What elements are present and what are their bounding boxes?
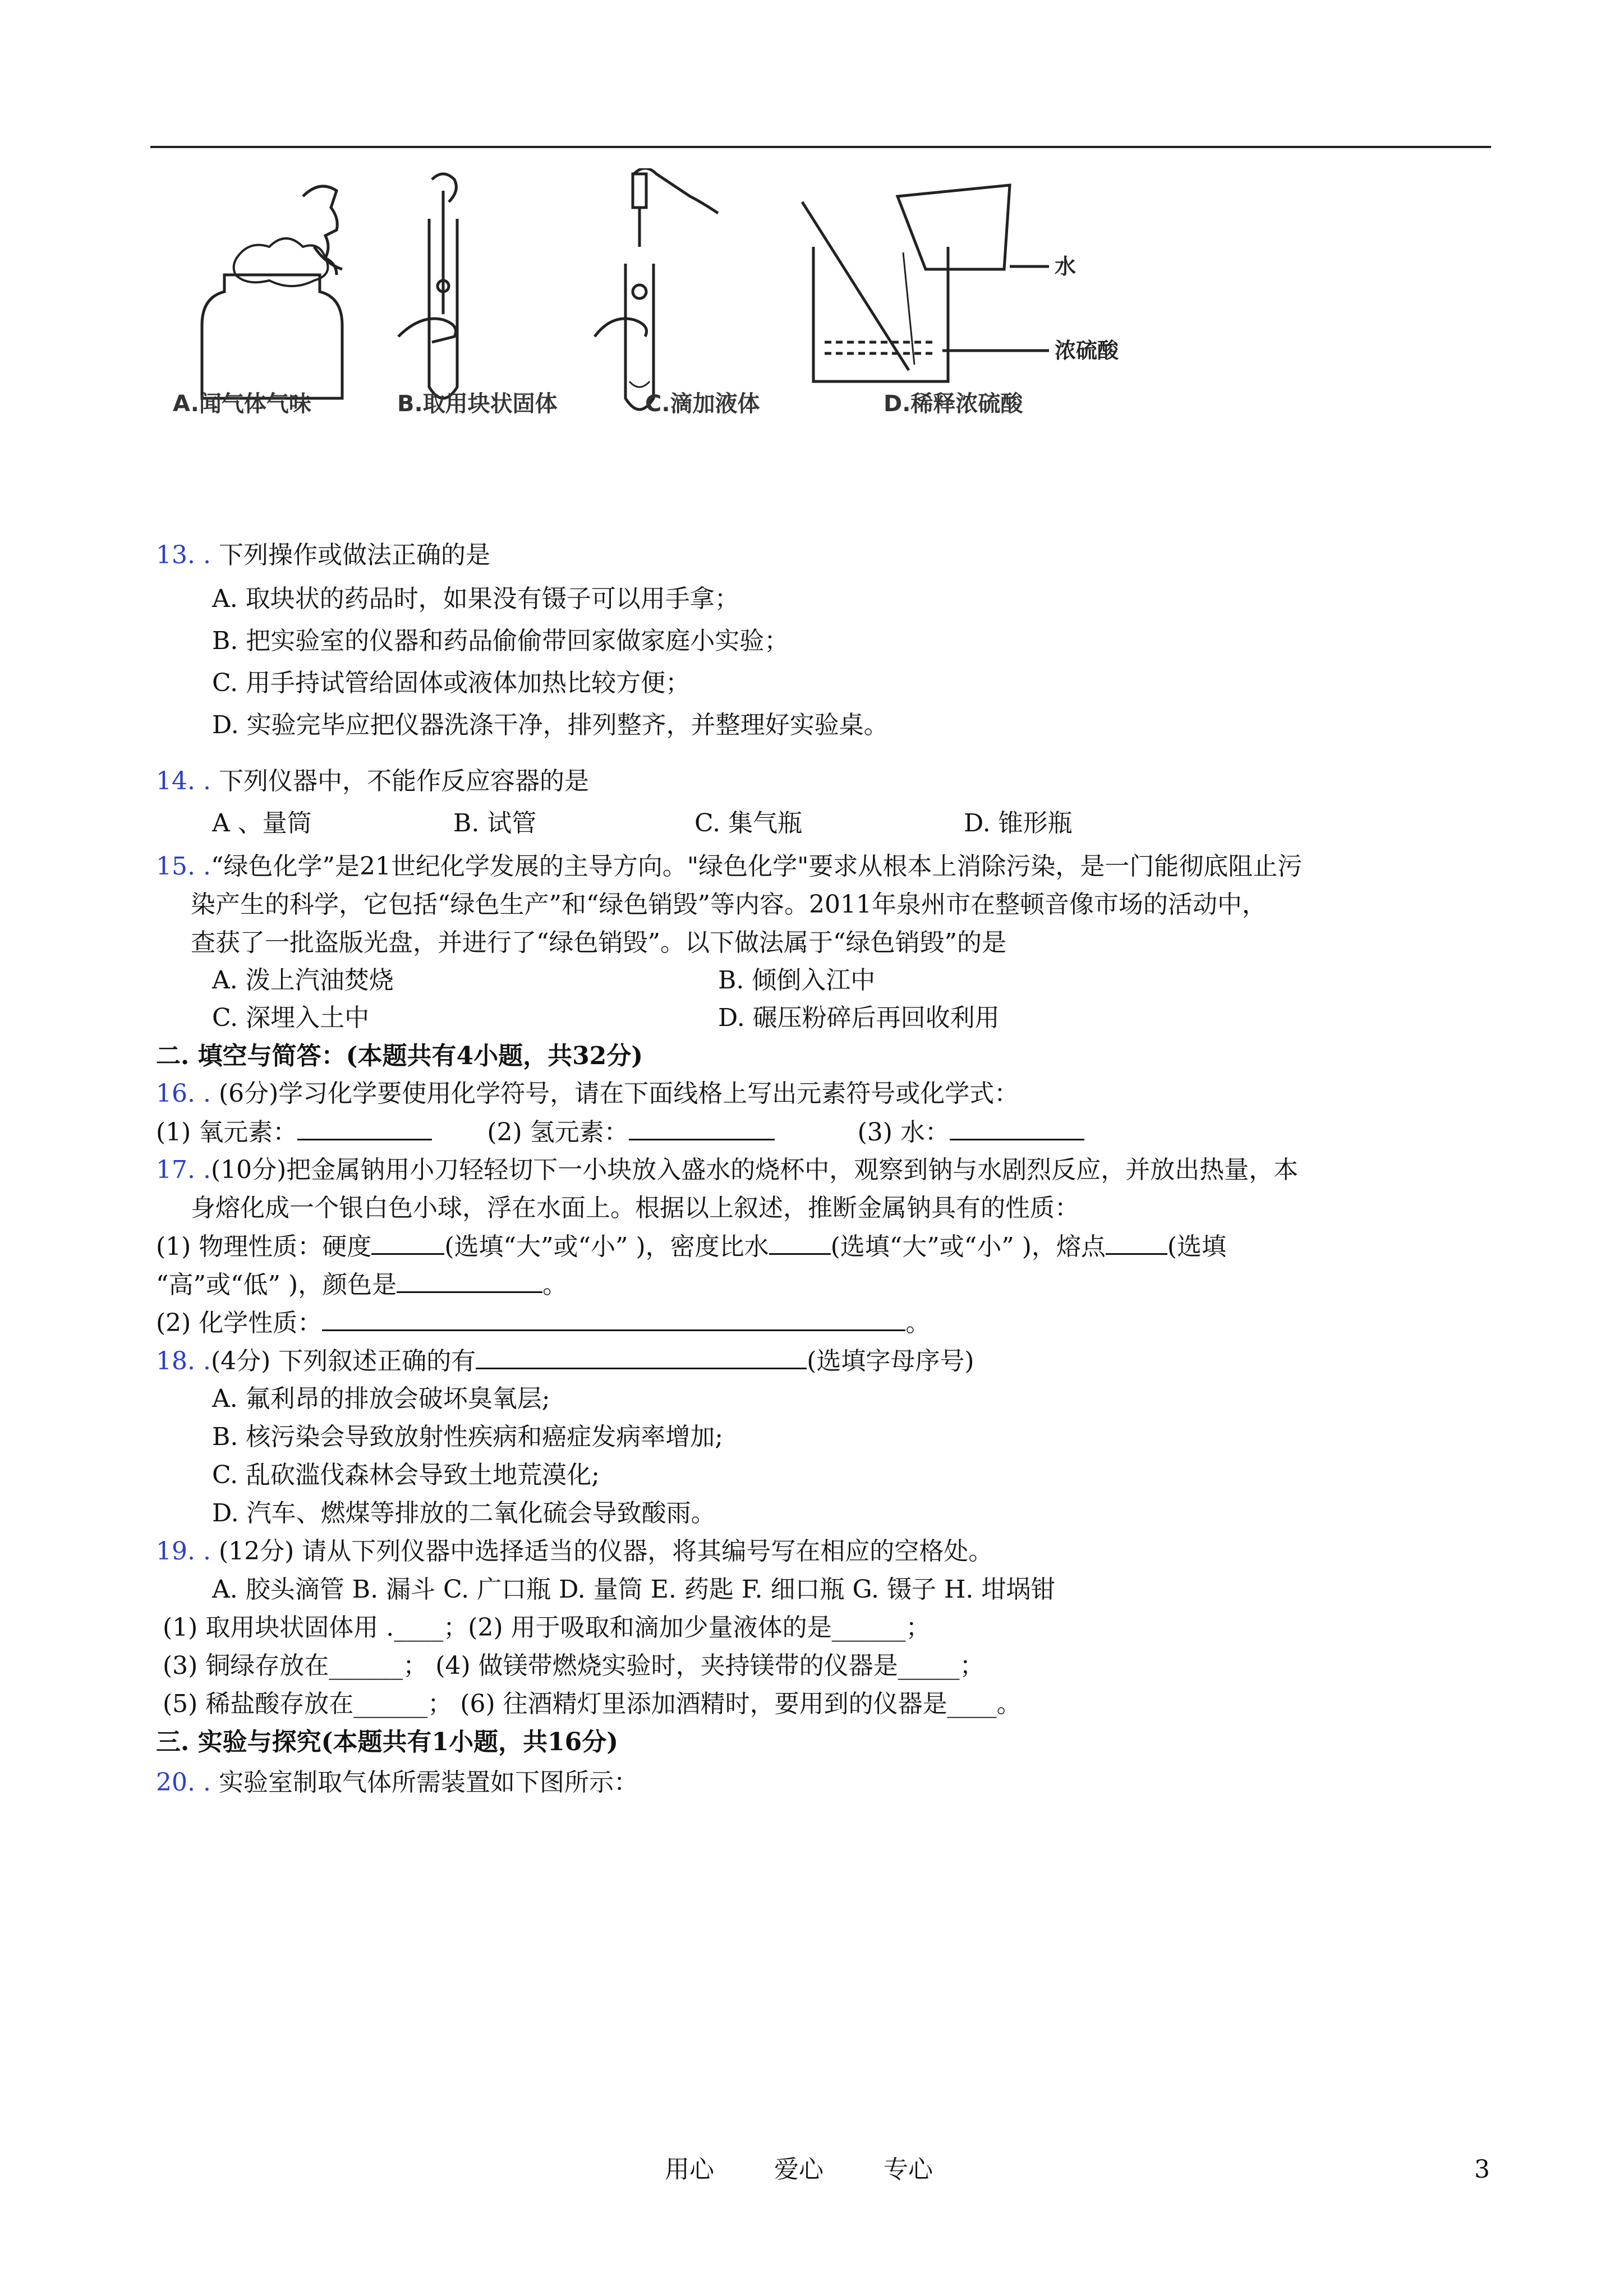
dilute-acid-illustration (802, 185, 1049, 381)
option-13c: C. 用手持试管给固体或液体加热比较方便； (212, 669, 691, 697)
question-number: 13. . (156, 541, 211, 569)
footer-motto-2: 爱心 (774, 2155, 823, 2184)
option-13a: A. 取块状的药品时，如果没有镊子可以用手拿； (212, 585, 739, 613)
question-17-line2: 身熔化成一个银白色小球，浮在水面上。根据以上叙述，推断金属钠具有的性质： (191, 1194, 1079, 1222)
physical-properties-line1: (1) 物理性质：硬度 (选填“大”或“小” )，密度比水 (选填“大”或“小” )，熔点 (选填 (156, 1231, 1226, 1263)
question-number: 16. . (156, 1079, 211, 1108)
option-18b: B. 核污染会导致放射性疾病和癌症发病率增加; (212, 1423, 724, 1451)
chemical-properties-line: (2) 化学性质： 。 (156, 1307, 930, 1339)
option-14c: C. 集气瓶 (694, 809, 803, 838)
hydrogen-element-label: (2) 氢元素： (487, 1118, 629, 1147)
question-stem: 下列操作或做法正确的是 (210, 541, 490, 569)
page-number: 3 (1474, 2155, 1490, 2184)
answer-blank[interactable] (322, 1307, 905, 1331)
question-stem: 实验室制取气体所需装置如下图所示： (210, 1768, 638, 1797)
answer-blank[interactable] (950, 1116, 1084, 1140)
answer-blank[interactable] (629, 1116, 775, 1140)
question-13 (156, 540, 490, 571)
drop-liquid-illustration (595, 168, 718, 409)
caption-d: D.稀释浓硫酸 (884, 391, 1023, 417)
oxygen-element-label: (1) 氧元素： (156, 1118, 298, 1147)
caption-c: C.滴加液体 (645, 391, 760, 417)
question-stem: (10分)把金属钠用小刀轻轻切下一小块放入盛水的烧杯中，观察到钠与水剧烈反应，并放出热量，本 (210, 1156, 1299, 1184)
option-14b: B. 试管 (453, 809, 537, 838)
option-15b: B. 倾倒入江中 (718, 966, 876, 995)
take-solid-illustration (398, 174, 457, 398)
acid-label: 浓硫酸 (1055, 338, 1119, 363)
question-19 (156, 1536, 993, 1567)
question-15-line3: 查获了一批盗版光盘，并进行了“绿色销毁”。以下做法属于“绿色销毁”的是 (191, 928, 1006, 957)
question-20 (156, 1767, 638, 1798)
option-15d: D. 碾压粉碎后再回收利用 (718, 1004, 1000, 1032)
section-2-heading: 二. 填空与简答：(本题共有4小题，共32分) (156, 1042, 643, 1070)
question-number: 14. . (156, 767, 211, 795)
option-13d: D. 实验完毕应把仪器洗涤干净，排列整齐，并整理好实验桌。 (212, 711, 889, 739)
answer-blank[interactable] (1106, 1231, 1167, 1255)
caption-b: B.取用块状固体 (397, 391, 558, 417)
question-stem: (6分)学习化学要使用化学符号，请在下面线格上写出元素符号或化学式： (210, 1079, 1019, 1108)
question-17 (156, 1154, 1298, 1186)
header-rule (150, 146, 1491, 148)
question-19-line1: (1) 取用块状固体用 .____；(2) 用于吸取和滴加少量液体的是______； (163, 1613, 931, 1642)
option-13b: B. 把实验室的仪器和药品偷偷带回家做家庭小实验； (212, 627, 789, 655)
question-16-blanks (156, 1116, 1084, 1148)
question-15 (156, 851, 1302, 882)
smell-gas-illustration (202, 186, 342, 398)
question-stem: (12分) 请从下列仪器中选择适当的仪器，将其编号写在相应的空格处。 (210, 1537, 993, 1566)
option-18a: A. 氟利昂的排放会破坏臭氧层; (212, 1384, 550, 1413)
question-stem: “绿色化学”是21世纪化学发展的主导方向。"绿色化学"要求从根本上消除污染，是一门能彻底阻止污 (210, 852, 1303, 881)
answer-blank[interactable] (397, 1269, 542, 1293)
question-number: 17. . (156, 1156, 211, 1184)
caption-a: A.闻气体气味 (173, 391, 311, 417)
physical-properties-line2: “高”或“低” )，颜色是 。 (156, 1269, 567, 1301)
footer-motto-1: 用心 (665, 2155, 714, 2184)
section-3-heading: 三. 实验与探究(本题共有1小题，共16分) (156, 1728, 619, 1756)
option-14a: A 、量筒 (212, 809, 312, 838)
water-label: 水 (1055, 254, 1076, 279)
question-15-line2: 染产生的科学，它包括“绿色生产”和“绿色销毁”等内容。2011年泉州市在整顿音像市场的活动中， (191, 890, 1267, 919)
answer-blank[interactable] (476, 1345, 807, 1369)
instrument-choices: A. 胶头滴管 B. 漏斗 C. 广口瓶 D. 量筒 E. 药匙 F. 细口瓶 G. 镊子 H. 坩埚钳 (212, 1575, 1056, 1604)
question-number: 18. . (156, 1347, 211, 1375)
option-18d: D. 汽车、燃煤等排放的二氧化硫会导致酸雨。 (212, 1499, 716, 1527)
question-18: 18. .(4分) 下列叙述正确的有 (选填字母序号) (156, 1345, 974, 1377)
question-19-line2: (3) 铜绿存放在______； (4) 做镁带燃烧实验时，夹持镁带的仪器是_____； (163, 1651, 984, 1680)
question-number: 15. . (156, 852, 211, 881)
option-15c: C. 深埋入土中 (212, 1004, 370, 1032)
question-number: 20. . (156, 1768, 211, 1797)
answer-blank[interactable] (371, 1231, 444, 1255)
option-14d: D. 锥形瓶 (964, 809, 1073, 838)
answer-blank[interactable] (297, 1116, 432, 1140)
question-19-line3: (5) 稀盐酸存放在______； (6) 往酒精灯里添加酒精时，要用到的仪器是____。 (163, 1690, 1022, 1718)
question-16 (156, 1078, 1019, 1110)
question-14 (156, 766, 589, 797)
water-formula-label: (3) 水： (857, 1118, 950, 1147)
question-number: 19. . (156, 1537, 211, 1566)
option-18c: C. 乱砍滥伐森林会导致土地荒漠化; (212, 1461, 600, 1489)
footer-motto-3: 专心 (884, 2155, 933, 2184)
question-stem: 下列仪器中，不能作反应容器的是 (210, 767, 589, 795)
answer-blank[interactable] (769, 1231, 831, 1255)
option-15a: A. 泼上汽油焚烧 (212, 966, 394, 995)
